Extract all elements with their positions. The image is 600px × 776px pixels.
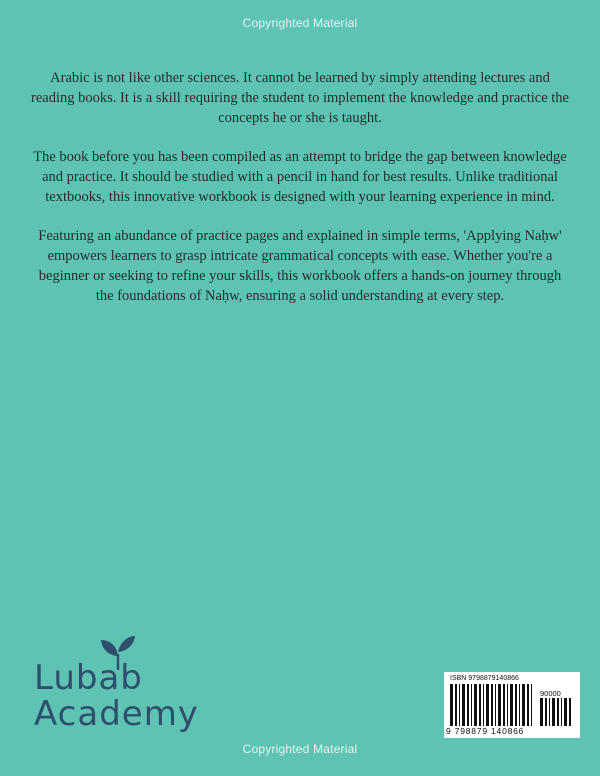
- logo-wordmark-line2: Academy: [34, 694, 199, 734]
- back-cover-blurb: [30, 68, 570, 325]
- blurb-paragraph-1: Arabic is not like other sciences. It cannot be learned by simply attending lectures and reading books. It is a skill requiring the student to implement the knowledge and practice the concepts he or she is taught.: [31, 70, 569, 126]
- price-code: 90000: [540, 689, 561, 698]
- copyright-watermark-top: Copyrighted Material: [242, 16, 358, 30]
- barcode-bars: [450, 684, 536, 726]
- copyright-watermark-bottom: Copyrighted Material: [242, 742, 358, 756]
- price-barcode-bars: [540, 698, 574, 726]
- blurb-paragraph-3: Featuring an abundance of practice pages and explained in simple terms, 'Applying Naḥw' empowers learners to grasp intricate grammatical concepts with ease. Whether you're a beginner or seeking to refine your skills, this workbook offers a hands-on journey through the foundations of Naḥw, ensuring a solid understanding at every step.: [38, 228, 562, 304]
- isbn-barcode: [444, 672, 580, 738]
- logo-wordmark-line1: Lubab: [34, 658, 143, 698]
- isbn-label: ISBN 9798879140866: [450, 675, 519, 682]
- publisher-logo: [34, 628, 234, 738]
- barcode-digits: 9 798879 140866: [446, 726, 525, 736]
- blurb-paragraph-2: The book before you has been compiled as an attempt to bridge the gap between knowledge and practice. It should be studied with a pencil in hand for best results. Unlike traditional textbooks, this innovative workbook is designed with your learning experience in mind.: [33, 149, 567, 205]
